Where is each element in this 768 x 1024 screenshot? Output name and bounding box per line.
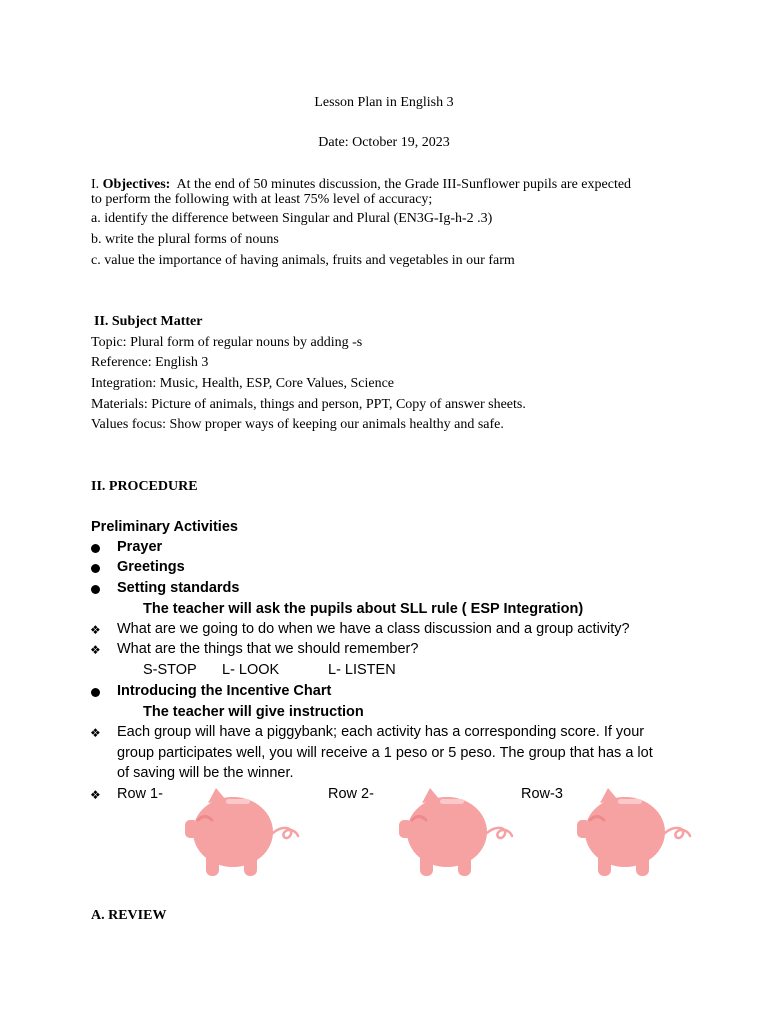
objective-item: b. write the plural forms of nouns — [91, 232, 279, 247]
objective-item: c. value the importance of having animals, fruits and vegetables in our farm — [91, 253, 515, 268]
sll-stop: S-STOP — [143, 662, 197, 678]
objective-item: a. identify the difference between Singular and Plural (EN3G-Ig-h-2 .3) — [91, 211, 493, 226]
incentive-item: Introducing the Incentive Chart — [117, 683, 332, 699]
preliminary-heading: Preliminary Activities — [91, 519, 238, 535]
four-diamond-icon: ❖ — [90, 726, 101, 740]
objectives-line-2: to perform the following with at least 75% level of accuracy; — [91, 192, 433, 207]
sll-look: L- LOOK — [222, 662, 280, 678]
four-diamond-icon: ❖ — [90, 788, 101, 802]
subject-matter-line: Topic: Plural form of regular nouns by adding -s — [91, 335, 363, 350]
sll-listen: L- LISTEN — [328, 662, 396, 678]
subject-matter-line: Integration: Music, Health, ESP, Core Values, Science — [91, 376, 395, 391]
piggy-bank-icon — [576, 786, 696, 881]
objectives-label: Objectives: — [102, 177, 171, 192]
objectives-line-1 — [91, 177, 631, 193]
lesson-date: Date: October 19, 2023 — [318, 135, 450, 150]
prayer-item: Prayer — [117, 539, 163, 555]
subject-matter-heading: II. Subject Matter — [94, 314, 203, 329]
bullet-icon — [91, 688, 100, 697]
four-diamond-icon: ❖ — [90, 623, 101, 637]
question-item: What are we going to do when we have a class discussion and a group activity? — [117, 621, 630, 637]
four-diamond-icon: ❖ — [90, 643, 101, 657]
greetings-item: Greetings — [117, 559, 185, 575]
page-title: Lesson Plan in English 3 — [314, 95, 454, 110]
procedure-heading: II. PROCEDURE — [91, 479, 198, 494]
objectives-text-1: At the end of 50 minutes discussion, the Grade III-Sunflower pupils are expected — [170, 177, 632, 192]
instruction-line: group participates well, you will receive a 1 peso or 5 peso. The group that has a lot — [117, 745, 653, 761]
bullet-icon — [91, 564, 100, 573]
instruction-line: of saving will be the winner. — [117, 765, 294, 781]
subject-matter-line: Reference: English 3 — [91, 355, 209, 370]
bullet-icon — [91, 544, 100, 553]
setting-standards-item: Setting standards — [117, 580, 240, 596]
review-heading: A. REVIEW — [91, 908, 167, 923]
subject-matter-line: Materials: Picture of animals, things and person, PPT, Copy of answer sheets. — [91, 397, 526, 412]
question-item: What are the things that we should remember? — [117, 641, 419, 657]
instruction-note: The teacher will give instruction — [143, 704, 364, 720]
sll-note: The teacher will ask the pupils about SLL rule ( ESP Integration) — [143, 601, 584, 617]
row-1-label: Row 1- — [117, 786, 163, 802]
piggy-bank-icon — [398, 786, 518, 881]
bullet-icon — [91, 585, 100, 594]
row-3-label: Row-3 — [521, 786, 563, 802]
subject-matter-line: Values focus: Show proper ways of keeping our animals healthy and safe. — [91, 417, 504, 432]
piggy-bank-icon — [184, 786, 304, 881]
objectives-numeral: I. — [91, 177, 103, 192]
row-2-label: Row 2- — [328, 786, 374, 802]
instruction-line: Each group will have a piggybank; each activity has a corresponding score. If your — [117, 724, 645, 740]
